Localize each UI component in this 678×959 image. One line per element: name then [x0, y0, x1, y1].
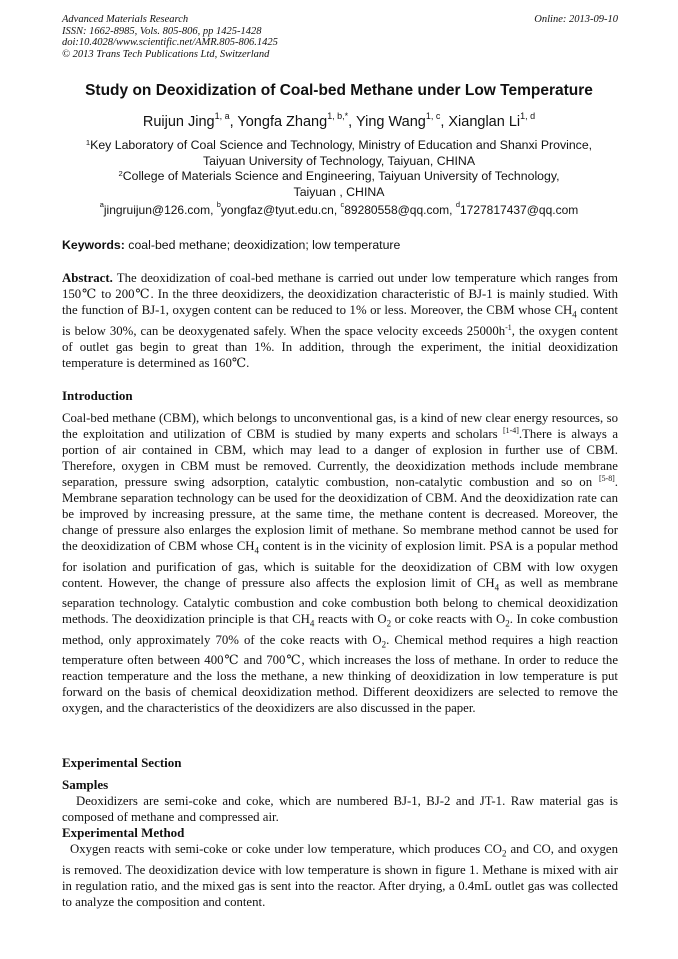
- author-sup: 1, c: [425, 110, 441, 121]
- author-name: Xianglan Li: [448, 114, 521, 130]
- affiliations: [40, 138, 638, 200]
- introduction-body: Coal-bed methane (CBM), which belongs to unconventional gas, is a kind of new clear energy resources, so the exploitation and utilization of CBM is studied by many experts and scholars [1-4].There is always a portion of air contained in CBM, which may lead to a danger of explosion in further use of CBM. Therefore, oxygen in CBM must be removed. Currently, the deoxidization methods include membrane separation, pressure swing adsorption, catalytic combustion, non-catalytic combustion and so on [5-8]. Membrane separation technology can be used for the deoxidization of CBM. And the deoxidization rate can be improved by increasing pressure, at the same time, the methane content is decreased. Moreover, the change of pressure also enlarges the explosion limit of methane. So membrane method cannot be used for the deoxidization of CBM whose $CH_4$ content is in the vicinity of explosion limit. PSA is a popular method for isolation and purification of gas, which is suitable for the deoxidization of CBM with low oxygen content. However, the change of pressure also affects the explosion limit of $CH_4$ as well as membrane separation technology. Catalytic combustion and coke combustion both belong to chemical deoxidization methods. The deoxidization principle is that $CH_4$ reacts with $O_2$ or coke reacts with $O_2$. In coke combustion method, only approximately 70% of the coke reacts with $O_2$. Chemical method requires a high reaction temperature often between 400℃ and 700℃, which increases the loss of methane. In order to reduce the reaction temperature and the loss the methane, a new thinking of deoxidization in low temperature is put forward on the basis of chemical deoxidization method. Different deoxidizers are selected to remove the oxygen, and the characteristics of the deoxidizers are also discussed in the paper.: [62, 411, 619, 716]
- citation: [5-8]: [598, 474, 615, 484]
- email-link[interactable]: 89280558@qq.com: [344, 203, 450, 217]
- email-link[interactable]: jingruijun@126.com: [103, 203, 211, 217]
- email-link[interactable]: yongfaz@tyut.edu.cn: [220, 203, 334, 217]
- affiliation-1-line2: Taiyuan University of Technology, Taiyuan, CHINA: [202, 153, 476, 168]
- abstract-label: Abstract.: [62, 271, 113, 285]
- abstract: Abstract. The deoxidization of coal-bed methane is carried out under low temperature which ranges from 150℃ to 200℃. In the three deoxidizers, the deoxidization characteristic of BJ-1 is mainly studied. With the function of BJ-1, oxygen content can be reduced to 1% or less. Moreover, the CBM whose $CH_4$ content is below 30%, can be deoxygenated safely. When the space velocity exceeds $25000h^{-1}$, the oxygen content of outlet gas begin to great than 1%. In addition, through the experiment, the initial deoxidization temperature is determined as 160℃.: [62, 271, 618, 370]
- subheading-samples: Samples: [62, 777, 109, 792]
- section-heading-experimental: Experimental Section: [62, 755, 182, 770]
- subheading-method: Experimental Method: [62, 825, 185, 840]
- issn-line: ISSN: 1662-8985, Vols. 805-806, pp 1425-1428: [62, 25, 262, 37]
- journal-name: Advanced Materials Research: [62, 14, 189, 25]
- author-name: Ruijun Jing: [142, 114, 215, 130]
- author-name: Ying Wang: [355, 114, 426, 130]
- author-sup: 1, d: [520, 110, 536, 121]
- samples-body: Deoxidizers are semi-coke and coke, which are numbered BJ-1, BJ-2 and JT-1. Raw material gas is composed of methane and compressed air.: [62, 794, 618, 824]
- author-sup: 1, a: [214, 110, 230, 121]
- email-link[interactable]: 1727817437@qq.com: [459, 203, 579, 217]
- affiliation-1: $^1$Key Laboratory of Coal Science and Technology, Ministry of Education and Shanxi Province,: [85, 138, 593, 152]
- online-date: Online: 2013-09-10: [534, 14, 618, 25]
- affiliation-2-line2: Taiyuan , CHINA: [293, 184, 385, 199]
- keywords-label: Keywords:: [62, 238, 125, 252]
- section-heading-introduction: Introduction: [62, 388, 133, 403]
- keywords-text: coal-bed methane; deoxidization; low temperature: [128, 238, 401, 252]
- author-sup: 1, b,*: [327, 110, 349, 121]
- doi-line: doi:10.4028/www.scientific.net/AMR.805-806.1425: [62, 37, 278, 48]
- citation: [1-4]: [503, 426, 519, 436]
- copyright-line: © 2013 Trans Tech Publications Ltd, Switzerland: [62, 48, 270, 60]
- affiliation-2: $^2$College of Materials Science and Engineering, Taiyuan University of Technology,: [118, 169, 560, 183]
- email-list: $^a$jingruijun@126.com, $^b$yongfaz@tyut.edu.cn, $^c$89280558@qq.com, $^d$1727817437@qq.com: [99, 200, 579, 217]
- author-list: Ruijun Jing$^{1, a}$, Yongfa Zhang$^{1, b,*}$, Ying Wang$^{1, c}$, Xianglan Li$^{1, d}$: [142, 110, 536, 130]
- method-body: Oxygen reacts with semi-coke or coke under low temperature, which produces $CO_2$ and CO, and oxygen is removed. The deoxidization device with low temperature is shown in figure 1. Methane is mixed with air in regulation ratio, and the mixed gas is sent into the reactor. After drying, a 0.4mL outlet gas was collected to analyze the composition and content.: [62, 842, 619, 909]
- journal-header: [62, 14, 618, 60]
- keywords: [62, 238, 400, 252]
- author-name: Yongfa Zhang: [237, 114, 328, 130]
- paper-title: Study on Deoxidization of Coal-bed Methane under Low Temperature: [85, 82, 593, 99]
